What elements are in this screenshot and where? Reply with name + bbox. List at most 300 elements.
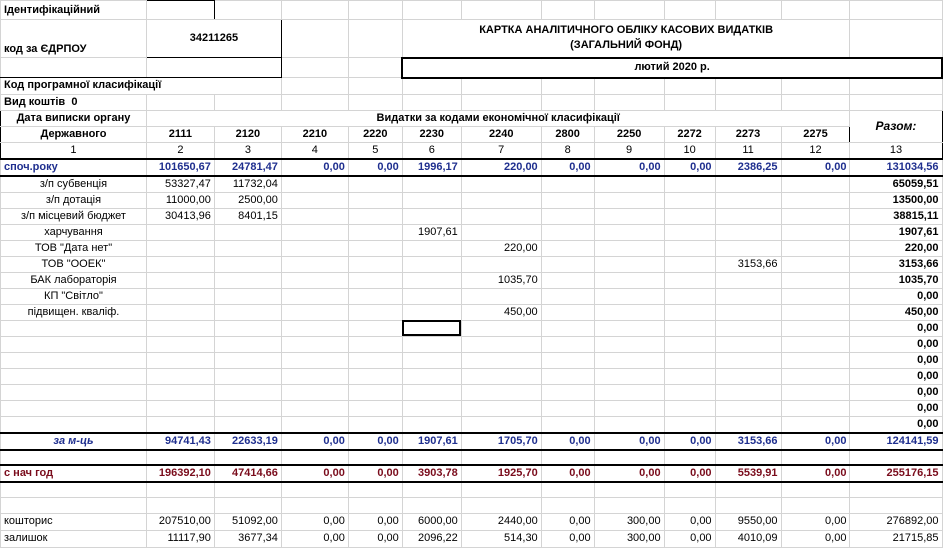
detail-row-cell[interactable]: [348, 368, 402, 384]
month-total-row-cell[interactable]: 0,00: [281, 433, 348, 450]
detail-row-cell[interactable]: [146, 240, 214, 256]
detail-row-cell[interactable]: [781, 416, 850, 433]
cell[interactable]: [715, 94, 781, 110]
detail-row-cell[interactable]: [402, 192, 461, 208]
detail-row-cell[interactable]: [781, 400, 850, 416]
cell[interactable]: [541, 94, 594, 110]
detail-row-total[interactable]: 0,00: [850, 336, 942, 352]
month-total-row-cell[interactable]: 0,00: [664, 433, 715, 450]
detail-row-cell[interactable]: [664, 224, 715, 240]
cell[interactable]: [214, 1, 281, 20]
detail-row-cell[interactable]: [214, 272, 281, 288]
detail-row-cell[interactable]: [715, 176, 781, 193]
cell[interactable]: [1, 450, 147, 465]
start-year-row-cell[interactable]: 220,00: [461, 159, 541, 176]
detail-row-cell[interactable]: [146, 224, 214, 240]
detail-row-total[interactable]: 0,00: [850, 400, 942, 416]
edrpou-code[interactable]: 34211265: [146, 20, 281, 58]
cell[interactable]: [781, 482, 850, 498]
detail-row-cell[interactable]: [594, 352, 664, 368]
detail-row-cell[interactable]: 1907,61: [402, 224, 461, 240]
cell[interactable]: [664, 497, 715, 513]
cell[interactable]: [664, 1, 715, 20]
month-total-row-cell[interactable]: 0,00: [781, 433, 850, 450]
detail-row-cell[interactable]: [146, 384, 214, 400]
detail-row-cell[interactable]: [214, 320, 281, 336]
detail-row-total[interactable]: 38815,11: [850, 208, 942, 224]
detail-row-label[interactable]: [1, 368, 147, 384]
month-total-row-cell[interactable]: 22633,19: [214, 433, 281, 450]
balance-row-cell[interactable]: 2096,22: [402, 530, 461, 547]
since-start-row-label[interactable]: с нач год: [1, 465, 147, 482]
detail-row-cell[interactable]: 450,00: [461, 304, 541, 320]
detail-row-cell[interactable]: [715, 368, 781, 384]
cell[interactable]: [715, 1, 781, 20]
detail-row-total[interactable]: 1035,70: [850, 272, 942, 288]
detail-row-cell[interactable]: 8401,15: [214, 208, 281, 224]
detail-row-label[interactable]: КП "Світло": [1, 288, 147, 304]
detail-row-cell[interactable]: [594, 176, 664, 193]
cell[interactable]: [461, 450, 541, 465]
cell[interactable]: [850, 20, 942, 58]
cell[interactable]: [664, 450, 715, 465]
estimate-row-total[interactable]: 276892,00: [850, 513, 942, 530]
cell[interactable]: [281, 1, 348, 20]
cell[interactable]: [850, 1, 942, 20]
detail-row-cell[interactable]: [281, 288, 348, 304]
start-year-row-cell[interactable]: 1996,17: [402, 159, 461, 176]
detail-row-label[interactable]: [1, 400, 147, 416]
start-year-row-cell[interactable]: 24781,47: [214, 159, 281, 176]
detail-row-cell[interactable]: [281, 272, 348, 288]
detail-row-cell[interactable]: [715, 336, 781, 352]
detail-row-cell[interactable]: [348, 256, 402, 272]
detail-row-cell[interactable]: [594, 272, 664, 288]
cell[interactable]: [594, 1, 664, 20]
balance-row-cell[interactable]: 0,00: [664, 530, 715, 547]
cell[interactable]: [715, 450, 781, 465]
detail-row-label[interactable]: [1, 352, 147, 368]
since-start-row-cell[interactable]: 47414,66: [214, 465, 281, 482]
detail-row-cell[interactable]: [214, 336, 281, 352]
detail-row-cell[interactable]: [402, 384, 461, 400]
balance-row-cell[interactable]: 0,00: [781, 530, 850, 547]
detail-row-cell[interactable]: [348, 288, 402, 304]
detail-row-total[interactable]: 0,00: [850, 384, 942, 400]
detail-row-cell[interactable]: [281, 304, 348, 320]
month-total-row-total[interactable]: 124141,59: [850, 433, 942, 450]
since-start-row-cell[interactable]: 0,00: [664, 465, 715, 482]
cell[interactable]: [781, 450, 850, 465]
detail-row-cell[interactable]: [664, 384, 715, 400]
detail-row-cell[interactable]: [664, 304, 715, 320]
detail-row-cell[interactable]: [664, 208, 715, 224]
cell[interactable]: [348, 58, 402, 78]
detail-row-cell[interactable]: [664, 336, 715, 352]
detail-row-cell[interactable]: [348, 400, 402, 416]
start-year-row-cell[interactable]: 0,00: [594, 159, 664, 176]
detail-row-cell[interactable]: [541, 352, 594, 368]
detail-row-cell[interactable]: [715, 272, 781, 288]
detail-row-cell[interactable]: [664, 400, 715, 416]
detail-row-total[interactable]: 1907,61: [850, 224, 942, 240]
month-total-row-cell[interactable]: 0,00: [348, 433, 402, 450]
detail-row-cell[interactable]: [541, 304, 594, 320]
detail-row-cell[interactable]: [402, 352, 461, 368]
balance-row-cell[interactable]: 11117,90: [146, 530, 214, 547]
detail-row-cell[interactable]: [402, 416, 461, 433]
detail-row-cell[interactable]: [781, 208, 850, 224]
cell[interactable]: [715, 482, 781, 498]
detail-row-cell[interactable]: [281, 240, 348, 256]
detail-row-cell[interactable]: [214, 384, 281, 400]
detail-row-cell[interactable]: [461, 320, 541, 336]
detail-row-cell[interactable]: [402, 272, 461, 288]
detail-row-label[interactable]: підвищен. кваліф.: [1, 304, 147, 320]
detail-row-cell[interactable]: [594, 384, 664, 400]
detail-row-cell[interactable]: [146, 288, 214, 304]
detail-row-cell[interactable]: [781, 352, 850, 368]
start-year-row-cell[interactable]: 101650,67: [146, 159, 214, 176]
detail-row-label[interactable]: [1, 416, 147, 433]
detail-row-cell[interactable]: 3153,66: [715, 256, 781, 272]
detail-row-cell[interactable]: 1035,70: [461, 272, 541, 288]
detail-row-cell[interactable]: [594, 320, 664, 336]
detail-row-cell[interactable]: [402, 304, 461, 320]
detail-row-cell[interactable]: [541, 208, 594, 224]
detail-row-total[interactable]: 65059,51: [850, 176, 942, 193]
cell[interactable]: [715, 497, 781, 513]
detail-row-total[interactable]: 0,00: [850, 416, 942, 433]
detail-row-cell[interactable]: [348, 272, 402, 288]
detail-row-cell[interactable]: [281, 400, 348, 416]
detail-row-cell[interactable]: [781, 240, 850, 256]
estimate-row-cell[interactable]: 9550,00: [715, 513, 781, 530]
cell[interactable]: [461, 497, 541, 513]
detail-row-cell[interactable]: [402, 256, 461, 272]
detail-row-cell[interactable]: [715, 224, 781, 240]
detail-row-cell[interactable]: [541, 400, 594, 416]
balance-row-cell[interactable]: 0,00: [348, 530, 402, 547]
cell[interactable]: [146, 450, 214, 465]
detail-row-cell[interactable]: [146, 400, 214, 416]
cell[interactable]: [850, 482, 942, 498]
detail-row-cell[interactable]: [541, 224, 594, 240]
cell[interactable]: [402, 94, 461, 110]
detail-row-cell[interactable]: [541, 368, 594, 384]
cell[interactable]: [146, 94, 214, 110]
detail-row-cell[interactable]: [146, 336, 214, 352]
detail-row-cell[interactable]: [664, 176, 715, 193]
detail-row-cell[interactable]: [348, 224, 402, 240]
cell[interactable]: [348, 78, 402, 95]
cell[interactable]: [594, 78, 664, 95]
balance-row-cell[interactable]: 0,00: [281, 530, 348, 547]
detail-row-cell[interactable]: [664, 288, 715, 304]
detail-row-cell[interactable]: [715, 352, 781, 368]
estimate-row-cell[interactable]: 300,00: [594, 513, 664, 530]
detail-row-cell[interactable]: [541, 416, 594, 433]
detail-row-cell[interactable]: [664, 320, 715, 336]
detail-row-cell[interactable]: 11000,00: [146, 192, 214, 208]
cell[interactable]: [715, 78, 781, 95]
detail-row-cell[interactable]: [781, 320, 850, 336]
detail-row-cell[interactable]: [715, 240, 781, 256]
cell[interactable]: [214, 497, 281, 513]
detail-row-cell[interactable]: 2500,00: [214, 192, 281, 208]
detail-row-total[interactable]: 13500,00: [850, 192, 942, 208]
cell[interactable]: [348, 482, 402, 498]
detail-row-cell[interactable]: [781, 192, 850, 208]
cell[interactable]: [146, 1, 214, 20]
month-total-row-cell[interactable]: 3153,66: [715, 433, 781, 450]
start-year-row-cell[interactable]: 0,00: [664, 159, 715, 176]
detail-row-cell[interactable]: [146, 320, 214, 336]
detail-row-cell[interactable]: [461, 416, 541, 433]
month-total-row-cell[interactable]: 0,00: [541, 433, 594, 450]
detail-row-cell[interactable]: [594, 256, 664, 272]
detail-row-cell[interactable]: [664, 368, 715, 384]
detail-row-cell[interactable]: [402, 288, 461, 304]
balance-row-total[interactable]: 21715,85: [850, 530, 942, 547]
cell[interactable]: [281, 20, 348, 58]
start-year-row-cell[interactable]: 0,00: [281, 159, 348, 176]
detail-row-cell[interactable]: [402, 400, 461, 416]
cell[interactable]: [461, 78, 541, 95]
detail-row-cell[interactable]: [461, 336, 541, 352]
detail-row-cell[interactable]: [781, 272, 850, 288]
detail-row-cell[interactable]: [146, 272, 214, 288]
detail-row-cell[interactable]: [348, 320, 402, 336]
detail-row-cell[interactable]: [281, 384, 348, 400]
cell[interactable]: [1, 58, 147, 78]
estimate-row-label[interactable]: кошторис: [1, 513, 147, 530]
detail-row-total[interactable]: 0,00: [850, 288, 942, 304]
start-year-row-cell[interactable]: 0,00: [541, 159, 594, 176]
detail-row-cell[interactable]: [402, 208, 461, 224]
detail-row-cell[interactable]: [281, 208, 348, 224]
estimate-row-cell[interactable]: 0,00: [348, 513, 402, 530]
detail-row-cell[interactable]: [715, 288, 781, 304]
detail-row-cell[interactable]: [281, 352, 348, 368]
since-start-row-total[interactable]: 255176,15: [850, 465, 942, 482]
since-start-row-cell[interactable]: 3903,78: [402, 465, 461, 482]
detail-row-label[interactable]: харчування: [1, 224, 147, 240]
detail-row-cell[interactable]: [461, 368, 541, 384]
month-total-row-cell[interactable]: 1705,70: [461, 433, 541, 450]
since-start-row-cell[interactable]: 1925,70: [461, 465, 541, 482]
detail-row-cell[interactable]: [214, 368, 281, 384]
start-year-row-total[interactable]: 131034,56: [850, 159, 942, 176]
detail-row-label[interactable]: з/п дотація: [1, 192, 147, 208]
detail-row-cell[interactable]: [214, 240, 281, 256]
estimate-row-cell[interactable]: 0,00: [781, 513, 850, 530]
start-year-row-cell[interactable]: 0,00: [781, 159, 850, 176]
detail-row-cell[interactable]: [281, 224, 348, 240]
detail-row-cell[interactable]: [594, 240, 664, 256]
cell[interactable]: [146, 482, 214, 498]
cell[interactable]: [281, 58, 348, 78]
detail-row-cell[interactable]: [146, 352, 214, 368]
detail-row-cell[interactable]: [781, 304, 850, 320]
cell[interactable]: [281, 78, 348, 95]
detail-row-total[interactable]: 450,00: [850, 304, 942, 320]
cell[interactable]: [1, 482, 147, 498]
cell[interactable]: [781, 497, 850, 513]
cell[interactable]: [348, 94, 402, 110]
cell[interactable]: [541, 497, 594, 513]
detail-row-cell[interactable]: [541, 272, 594, 288]
balance-row-cell[interactable]: 514,30: [461, 530, 541, 547]
detail-row-cell[interactable]: [715, 416, 781, 433]
estimate-row-cell[interactable]: 6000,00: [402, 513, 461, 530]
cell[interactable]: [594, 450, 664, 465]
balance-row-cell[interactable]: 4010,09: [715, 530, 781, 547]
detail-row-cell[interactable]: [214, 304, 281, 320]
cell[interactable]: [214, 450, 281, 465]
detail-row-cell[interactable]: [594, 288, 664, 304]
detail-row-cell[interactable]: [594, 192, 664, 208]
detail-row-cell[interactable]: [281, 416, 348, 433]
detail-row-cell[interactable]: [348, 176, 402, 193]
detail-row-total[interactable]: 220,00: [850, 240, 942, 256]
detail-row-cell[interactable]: [146, 256, 214, 272]
detail-row-cell[interactable]: [541, 176, 594, 193]
detail-row-cell[interactable]: [715, 400, 781, 416]
cell[interactable]: [781, 94, 850, 110]
detail-row-cell[interactable]: [281, 368, 348, 384]
since-start-row-cell[interactable]: 0,00: [781, 465, 850, 482]
detail-row-cell[interactable]: [781, 288, 850, 304]
balance-row-cell[interactable]: 0,00: [541, 530, 594, 547]
cell[interactable]: [781, 78, 850, 95]
cell[interactable]: [348, 497, 402, 513]
detail-row-cell[interactable]: [594, 304, 664, 320]
detail-row-cell[interactable]: [715, 192, 781, 208]
since-start-row-cell[interactable]: 0,00: [348, 465, 402, 482]
cell[interactable]: [348, 20, 402, 58]
detail-row-cell[interactable]: 220,00: [461, 240, 541, 256]
detail-row-cell[interactable]: [402, 320, 461, 336]
cell[interactable]: [281, 482, 348, 498]
detail-row-cell[interactable]: [461, 176, 541, 193]
detail-row-total[interactable]: 3153,66: [850, 256, 942, 272]
detail-row-total[interactable]: 0,00: [850, 352, 942, 368]
cell[interactable]: [402, 482, 461, 498]
detail-row-cell[interactable]: [781, 336, 850, 352]
detail-row-cell[interactable]: [281, 336, 348, 352]
detail-row-cell[interactable]: [461, 352, 541, 368]
detail-row-cell[interactable]: [461, 192, 541, 208]
detail-row-cell[interactable]: [461, 256, 541, 272]
detail-row-cell[interactable]: [281, 256, 348, 272]
detail-row-label[interactable]: [1, 336, 147, 352]
detail-row-cell[interactable]: [281, 192, 348, 208]
detail-row-label[interactable]: з/п субвенція: [1, 176, 147, 193]
detail-row-cell[interactable]: [348, 384, 402, 400]
since-start-row-cell[interactable]: 0,00: [281, 465, 348, 482]
detail-row-cell[interactable]: [214, 416, 281, 433]
since-start-row-cell[interactable]: 0,00: [594, 465, 664, 482]
cell[interactable]: [214, 482, 281, 498]
cell[interactable]: [348, 450, 402, 465]
detail-row-cell[interactable]: [664, 240, 715, 256]
detail-row-label[interactable]: БАК лабораторія: [1, 272, 147, 288]
cell[interactable]: [541, 482, 594, 498]
cell[interactable]: [850, 497, 942, 513]
since-start-row-cell[interactable]: 5539,91: [715, 465, 781, 482]
cell[interactable]: [402, 78, 461, 95]
detail-row-cell[interactable]: [715, 384, 781, 400]
start-year-row-cell[interactable]: 2386,25: [715, 159, 781, 176]
detail-row-cell[interactable]: [146, 368, 214, 384]
detail-row-cell[interactable]: [715, 208, 781, 224]
detail-row-cell[interactable]: [461, 400, 541, 416]
cell[interactable]: [664, 482, 715, 498]
detail-row-cell[interactable]: [541, 288, 594, 304]
detail-row-label[interactable]: [1, 320, 147, 336]
month-total-row-cell[interactable]: 0,00: [594, 433, 664, 450]
estimate-row-cell[interactable]: 0,00: [541, 513, 594, 530]
balance-row-label[interactable]: залишок: [1, 530, 147, 547]
since-start-row-cell[interactable]: 0,00: [541, 465, 594, 482]
detail-row-cell[interactable]: [348, 240, 402, 256]
detail-row-cell[interactable]: [348, 208, 402, 224]
cell[interactable]: [461, 94, 541, 110]
cell[interactable]: [281, 450, 348, 465]
detail-row-cell[interactable]: [594, 368, 664, 384]
cell[interactable]: [850, 94, 942, 110]
detail-row-cell[interactable]: [541, 240, 594, 256]
detail-row-cell[interactable]: [664, 256, 715, 272]
cell[interactable]: [664, 78, 715, 95]
detail-row-cell[interactable]: [594, 208, 664, 224]
detail-row-cell[interactable]: [402, 368, 461, 384]
detail-row-cell[interactable]: [461, 384, 541, 400]
detail-row-cell[interactable]: [594, 416, 664, 433]
estimate-row-cell[interactable]: 207510,00: [146, 513, 214, 530]
detail-row-label[interactable]: [1, 384, 147, 400]
detail-row-cell[interactable]: [214, 288, 281, 304]
detail-row-cell[interactable]: [402, 240, 461, 256]
detail-row-cell[interactable]: [594, 400, 664, 416]
detail-row-cell[interactable]: [281, 176, 348, 193]
detail-row-cell[interactable]: [214, 224, 281, 240]
cell[interactable]: [594, 497, 664, 513]
detail-row-cell[interactable]: [664, 272, 715, 288]
cell[interactable]: [146, 497, 214, 513]
detail-row-cell[interactable]: [781, 224, 850, 240]
detail-row-cell[interactable]: [214, 352, 281, 368]
cell[interactable]: [850, 78, 942, 95]
detail-row-cell[interactable]: [402, 336, 461, 352]
detail-row-cell[interactable]: [781, 256, 850, 272]
detail-row-cell[interactable]: [461, 208, 541, 224]
cell[interactable]: [541, 450, 594, 465]
detail-row-total[interactable]: 0,00: [850, 368, 942, 384]
detail-row-cell[interactable]: 30413,96: [146, 208, 214, 224]
detail-row-cell[interactable]: [781, 176, 850, 193]
report-month[interactable]: лютий 2020 р.: [402, 58, 942, 78]
cell[interactable]: [402, 450, 461, 465]
month-total-row-label[interactable]: за м-ць: [1, 433, 147, 450]
start-year-row-label[interactable]: споч.року: [1, 159, 147, 176]
cell[interactable]: [541, 1, 594, 20]
detail-row-label[interactable]: ТОВ "ООЕК": [1, 256, 147, 272]
cell[interactable]: [594, 94, 664, 110]
detail-row-cell[interactable]: [402, 176, 461, 193]
cell[interactable]: [781, 1, 850, 20]
